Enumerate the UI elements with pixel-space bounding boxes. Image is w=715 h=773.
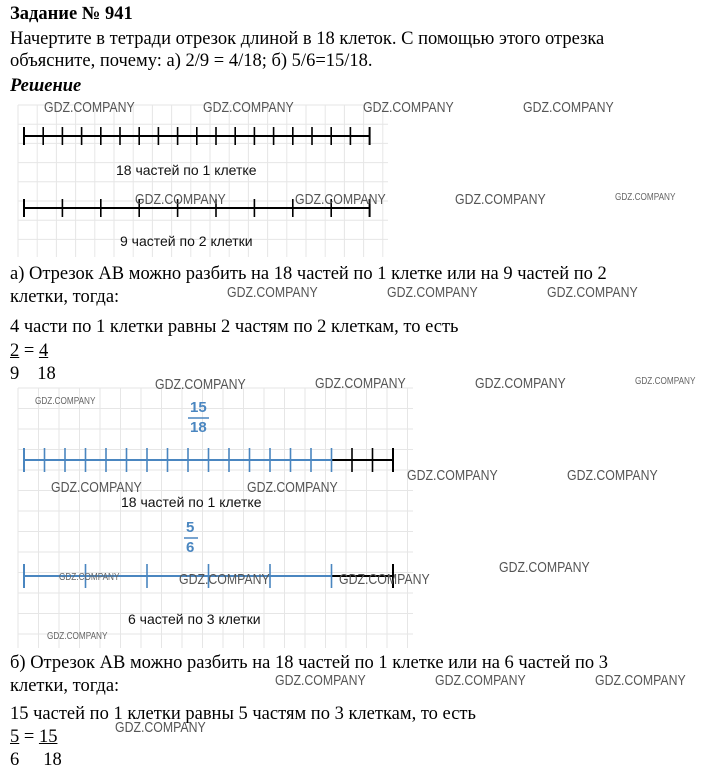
part-b-fraction-numerators [10, 726, 57, 748]
part-a-den-right: 18 [37, 364, 56, 384]
watermark: GDZ.COMPANY [115, 719, 206, 736]
watermark: GDZ.COMPANY [455, 191, 546, 208]
watermark: GDZ.COMPANY [35, 396, 96, 407]
watermark: GDZ.COMPANY [44, 99, 135, 116]
watermark: GDZ.COMPANY [179, 571, 270, 588]
watermark: GDZ.COMPANY [435, 672, 526, 689]
figure-segments-2-9 [18, 105, 388, 257]
watermark: GDZ.COMPANY [51, 479, 142, 496]
watermark: GDZ.COMPANY [295, 191, 386, 208]
fig2-frac2-den: 6 [186, 539, 195, 556]
part-a-den-left: 9 [10, 364, 20, 384]
watermark: GDZ.COMPANY [615, 192, 676, 203]
fig2-label-18-parts: 18 частей по 1 клетке [121, 494, 262, 510]
watermark: GDZ.COMPANY [547, 284, 638, 301]
part-a-num-left: 2 [10, 341, 20, 361]
fig2-label-6-parts: 6 частей по 3 клетки [128, 611, 261, 627]
watermark: GDZ.COMPANY [227, 284, 318, 301]
watermark: GDZ.COMPANY [315, 375, 406, 392]
watermark: GDZ.COMPANY [203, 99, 294, 116]
part-a-num-right: 4 [38, 341, 49, 361]
part-b-num-right: 15 [38, 727, 58, 747]
task-line-1: Начертите в тетради отрезок длиной в 18 клеток. С помощью этого отрезка [10, 29, 605, 49]
part-b-line-1: б) Отрезок АВ можно разбить на 18 частей по 1 клетке или на 6 частей по 3 [10, 653, 609, 673]
watermark: GDZ.COMPANY [567, 467, 658, 484]
part-b-fraction-denominators [10, 749, 62, 771]
part-b-den-right: 18 [43, 750, 62, 770]
watermark: GDZ.COMPANY [59, 572, 120, 583]
watermark: GDZ.COMPANY [523, 99, 614, 116]
fig2-grid [18, 388, 413, 648]
watermark: GDZ.COMPANY [47, 631, 108, 642]
watermark: GDZ.COMPANY [247, 479, 338, 496]
part-a-line-2: клетки, тогда: [10, 287, 120, 307]
watermark: GDZ.COMPANY [475, 375, 566, 392]
watermark: GDZ.COMPANY [275, 672, 366, 689]
part-b-equals: = [19, 727, 39, 747]
fig2-frac2-num: 5 [186, 519, 195, 536]
watermark: GDZ.COMPANY [339, 571, 430, 588]
solution-label: Решение [10, 76, 82, 96]
part-a-equals: = [19, 341, 39, 361]
part-b-line-3: 15 частей по 1 клетки равны 5 частям по 3 клеткам, то есть [10, 704, 476, 724]
watermark: GDZ.COMPANY [387, 284, 478, 301]
watermark: GDZ.COMPANY [407, 467, 498, 484]
fig2-frac1-den: 18 [190, 419, 207, 436]
part-b-line-2: клетки, тогда: [10, 676, 120, 696]
watermark: GDZ.COMPANY [499, 559, 590, 576]
part-a-line-3: 4 части по 1 клетки равны 2 частям по 2 клеткам, то есть [10, 317, 459, 337]
part-a-line-1: а) Отрезок АВ можно разбить на 18 частей по 1 клетке или на 9 частей по 2 [10, 264, 607, 284]
task-title: Задание № 941 [10, 4, 133, 24]
part-b-num-left: 5 [10, 727, 20, 747]
fig1-label-9-parts: 9 частей по 2 клетки [120, 233, 253, 249]
watermark: GDZ.COMPANY [595, 672, 686, 689]
fig1-label-18-parts: 18 частей по 1 клетке [116, 162, 257, 178]
figure-segments-5-6 [18, 388, 413, 648]
part-b-den-left: 6 [10, 750, 20, 770]
task-line-2: объясните, почему: а) 2/9 = 4/18; б) 5/6=15/18. [10, 51, 373, 71]
part-a-fraction-numerators [10, 340, 48, 362]
part-a-fraction-denominators [10, 363, 56, 385]
watermark: GDZ.COMPANY [635, 376, 696, 387]
watermark: GDZ.COMPANY [155, 376, 246, 393]
watermark: GDZ.COMPANY [135, 191, 226, 208]
watermark: GDZ.COMPANY [363, 99, 454, 116]
fig2-frac1-num: 15 [190, 399, 207, 416]
